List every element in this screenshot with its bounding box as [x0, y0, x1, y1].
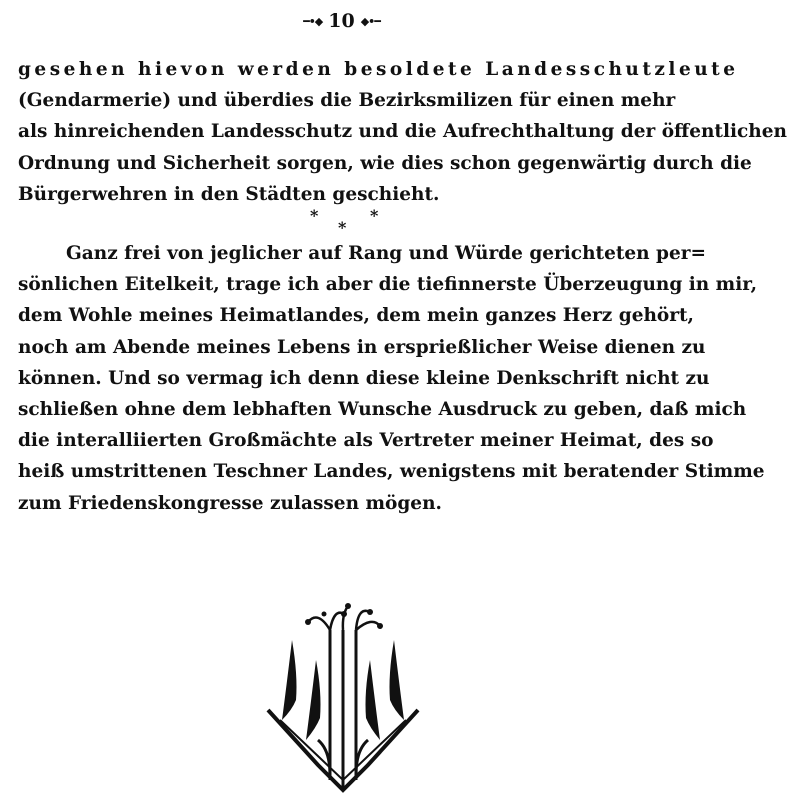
ornament-right-icon: ◆•━ [360, 14, 380, 28]
asterisk-icon: * [338, 218, 347, 237]
paragraph-1 [18, 54, 787, 210]
page-number: 10 [328, 10, 355, 32]
arrow-lily-tailpiece-icon [258, 600, 428, 795]
text-line: als hinreichenden Landesschutz und die Aufrechthaltung der öffentlichen [18, 121, 787, 143]
text-line: (Gendarmerie) und überdies die Bezirksmilizen für einen mehr [18, 90, 676, 112]
text-line: noch am Abende meines Lebens in ersprießlicher Weise dienen zu [18, 336, 706, 358]
text-line: Ordnung und Sicherheit sorgen, wie dies schon gegenwärtig durch die [18, 152, 752, 174]
text-line: gesehen hievon werden besoldete Landesschutzleute [18, 59, 739, 80]
text-line: Bürgerwehren in den Städten geschieht. [18, 183, 440, 205]
asterisk-icon: * [310, 206, 319, 225]
text-line: schließen ohne dem lebhaften Wunsche Ausdruck zu geben, daß mich [18, 399, 747, 421]
text-line: heiß umstrittenen Teschner Landes, wenigstens mit beratender Stimme [18, 461, 765, 483]
text-line: dem Wohle meines Heimatlandes, dem mein ganzes Herz gehört, [18, 305, 694, 327]
text-line: die interalliierten Großmächte als Vertreter meiner Heimat, des so [18, 430, 714, 452]
ornament-left-icon: ━•◆ [303, 14, 323, 28]
text-line: Ganz frei von jeglicher auf Rang und Würde gerichteten per= [66, 243, 707, 264]
asterisk-icon: * [370, 206, 379, 225]
text-line: sönlichen Eitelkeit, trage ich aber die tiefinnerste Überzeugung in mir, [18, 274, 758, 296]
text-line: können. Und so vermag ich denn diese kleine Denkschrift nicht zu [18, 367, 710, 389]
text-line: zum Friedenskongresse zulassen mögen. [18, 492, 442, 514]
paragraph-2 [18, 238, 765, 519]
page-header [0, 10, 683, 32]
asterism-divider [304, 206, 384, 236]
